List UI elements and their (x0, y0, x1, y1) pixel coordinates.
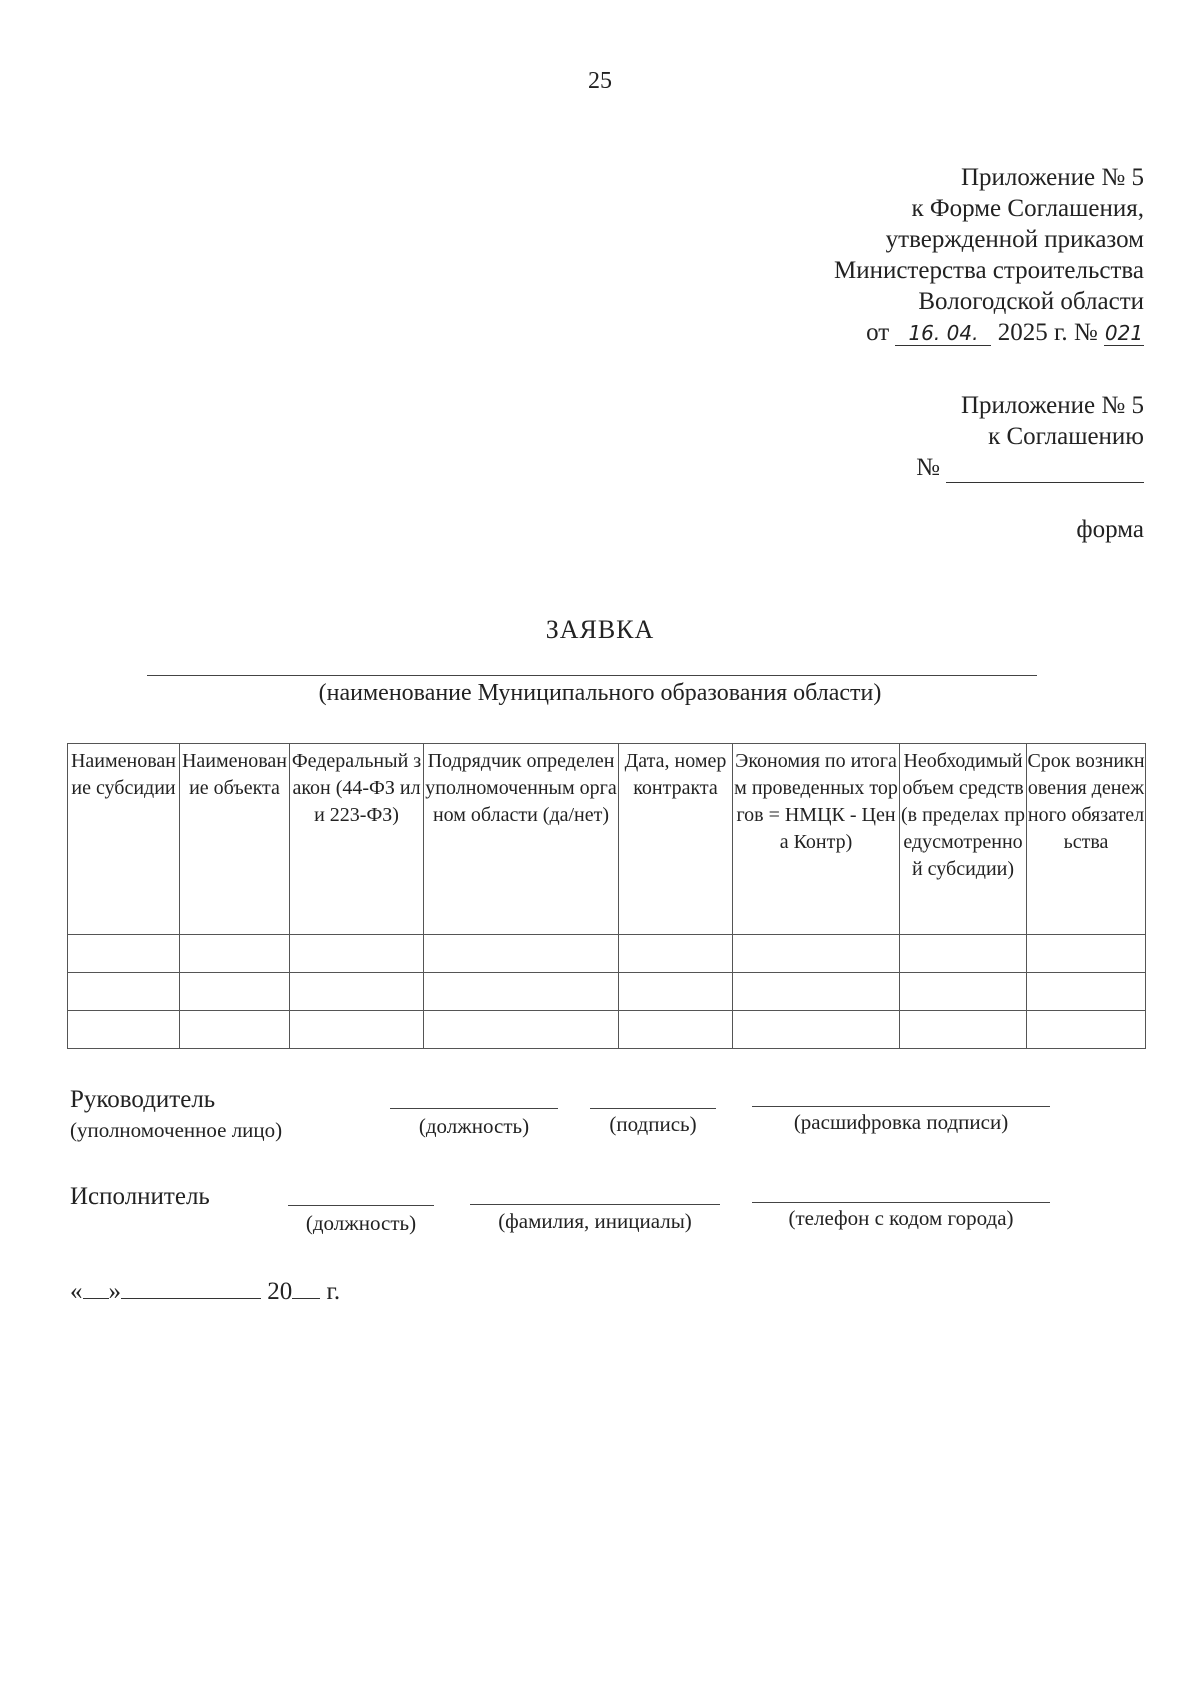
head-label: Руководитель (70, 1086, 216, 1113)
table-header-cell: Дата, номер контракта (619, 744, 733, 935)
table-cell (68, 935, 180, 973)
head-sub-label: (уполномоченное лицо) (70, 1118, 283, 1142)
table-cell (290, 1011, 424, 1049)
page-number: 25 (588, 68, 612, 94)
month-blank (121, 1276, 261, 1299)
table-cell (424, 1011, 619, 1049)
municipality-name-blank (147, 675, 1037, 676)
executor-position-caption: (должность) (305, 1211, 417, 1235)
municipality-caption: (наименование Муниципального образования области) (318, 680, 882, 706)
order-date-line (834, 317, 1144, 348)
table-header-cell: Экономия по итогам проведенных торгов = НМЦК - Цена Контр) (733, 744, 900, 935)
table-cell (619, 1011, 733, 1049)
document-title: ЗАЯВКА (545, 615, 655, 644)
table-cell (1027, 973, 1146, 1011)
appendix-line: утвержденной приказом (885, 226, 1144, 253)
table-row (68, 973, 1146, 1011)
appendix-to-form (834, 162, 1144, 348)
number-label: № (916, 454, 940, 481)
table-cell (733, 1011, 900, 1049)
year-suffix: г. (326, 1278, 341, 1305)
open-quote: « (70, 1278, 83, 1305)
table-header-cell: Наименование субсидии (68, 744, 180, 935)
handwritten-date: 16. 04. (895, 321, 991, 346)
table-cell (290, 973, 424, 1011)
appendix-to-agreement (916, 390, 1144, 483)
table-cell (68, 1011, 180, 1049)
table-cell (180, 973, 290, 1011)
appendix-line: Приложение № 5 (960, 164, 1144, 191)
head-signature-line (590, 1108, 716, 1109)
head-name-caption: (расшифровка подписи) (793, 1110, 1009, 1134)
request-table (67, 743, 1146, 1049)
table-cell (619, 935, 733, 973)
close-quote: » (108, 1278, 121, 1305)
executor-label: Исполнитель (70, 1183, 210, 1210)
executor-position-line (288, 1205, 434, 1206)
table-cell (1027, 935, 1146, 973)
order-year: 2025 г. № (997, 319, 1098, 346)
agreement-number-blank (946, 456, 1144, 483)
head-position-line (390, 1108, 558, 1109)
date-footer (70, 1276, 340, 1306)
table-cell (1027, 1011, 1146, 1049)
table-cell (180, 1011, 290, 1049)
table-cell (68, 973, 180, 1011)
table-cell (290, 935, 424, 973)
table-header-cell: Подрядчик определен уполномоченным органом области (да/нет) (424, 744, 619, 935)
appendix-line: Министерства строительства (833, 257, 1144, 284)
table-cell (619, 973, 733, 1011)
table-header-cell: Наименование объекта (180, 744, 290, 935)
head-name-line (752, 1106, 1050, 1107)
table-cell (733, 973, 900, 1011)
appendix-line: Приложение № 5 (960, 392, 1144, 419)
handwritten-order-number: 021 (1104, 321, 1144, 345)
table-cell (900, 973, 1027, 1011)
table-cell (180, 935, 290, 973)
table-row (68, 1011, 1146, 1049)
table-row (68, 935, 1146, 973)
appendix-line: к Форме Соглашения, (911, 195, 1144, 222)
table-cell (900, 935, 1027, 973)
head-position-caption: (должность) (418, 1114, 530, 1138)
form-label: форма (1076, 516, 1144, 543)
appendix-line: Вологодской области (918, 288, 1144, 315)
executor-name-caption: (фамилия, инициалы) (498, 1209, 692, 1233)
executor-phone-line (752, 1202, 1050, 1203)
table-cell (424, 973, 619, 1011)
year-prefix: 20 (267, 1278, 293, 1305)
agreement-number-line (916, 452, 1144, 483)
table-header-row (68, 744, 1146, 935)
table-cell (733, 935, 900, 973)
table-header-cell: Срок возникновения денежного обязательства (1027, 744, 1146, 935)
year-blank (292, 1276, 320, 1299)
table-cell (424, 935, 619, 973)
table-cell (900, 1011, 1027, 1049)
executor-name-line (470, 1204, 720, 1205)
head-signature-caption: (подпись) (609, 1112, 697, 1136)
date-prefix: от (866, 319, 890, 346)
appendix-line: к Соглашению (988, 423, 1144, 450)
table-header-cell: Федеральный закон (44-ФЗ или 223-ФЗ) (290, 744, 424, 935)
executor-phone-caption: (телефон с кодом города) (788, 1206, 1014, 1230)
table-header-cell: Необходимый объем средств (в пределах предусмотренной субсидии) (900, 744, 1027, 935)
day-blank (83, 1276, 109, 1299)
